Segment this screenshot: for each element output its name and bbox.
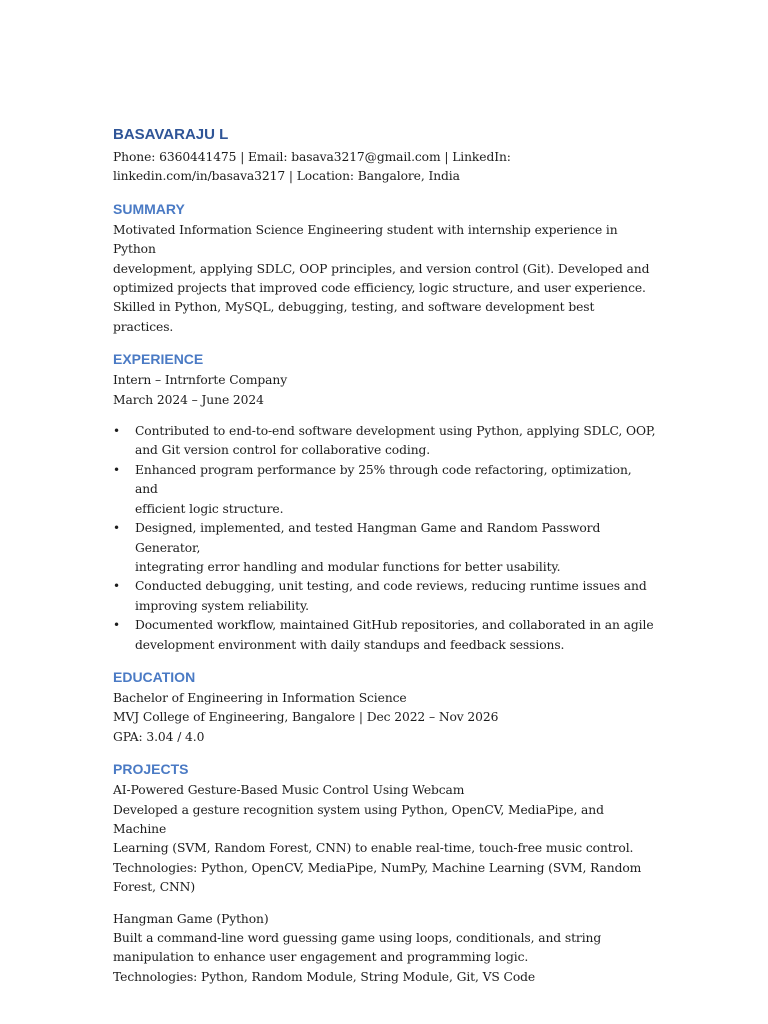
bullet-icon: • xyxy=(113,462,120,477)
bullet-line: Designed, implemented, and tested Hangman Game and Random Password Generator, xyxy=(135,521,601,555)
bullet-line: improving system reliability. xyxy=(135,598,309,613)
bullet-line: Conducted debugging, unit testing, and code reviews, reducing runtime issues and xyxy=(135,579,647,594)
education-heading: EDUCATION xyxy=(113,668,196,685)
project-entry xyxy=(113,910,658,988)
bullet-line: integrating error handling and modular functions for better usability. xyxy=(135,559,561,574)
bullet-icon: • xyxy=(113,618,120,633)
project-line: Developed a gesture recognition system using Python, OpenCV, MediaPipe, and Machine xyxy=(113,802,604,836)
experience-bullet xyxy=(113,616,658,655)
project-line: Technologies: Python, Random Module, String Module, Git, VS Code xyxy=(113,969,536,984)
summary-heading: SUMMARY xyxy=(113,200,185,217)
project-entry xyxy=(113,781,658,897)
bullet-line: Enhanced program performance by 25% through code refactoring, optimization, and xyxy=(135,462,632,497)
project-line: Technologies: Python, OpenCV, MediaPipe, NumPy, Machine Learning (SVM, Random xyxy=(113,860,642,875)
education-gpa: GPA: 3.04 / 4.0 xyxy=(113,729,205,744)
experience-bullet xyxy=(113,577,658,616)
project-line: manipulation to enhance user engagement and programming logic. xyxy=(113,950,529,965)
summary-line: Motivated Information Science Engineering student with internship experience in Python xyxy=(113,222,618,257)
experience-heading: EXPERIENCE xyxy=(113,351,204,368)
summary-line: optimized projects that improved code efficiency, logic structure, and user experience. xyxy=(113,281,646,296)
bullet-line: efficient logic structure. xyxy=(135,501,284,516)
experience-role: Intern – Intrnforte Company xyxy=(113,373,288,388)
project-line: Learning (SVM, Random Forest, CNN) to enable real-time, touch-free music control. xyxy=(113,841,634,856)
experience-bullet xyxy=(113,519,658,577)
experience-bullet xyxy=(113,422,658,461)
candidate-name: BASAVARAJU L xyxy=(113,126,229,143)
summary-line: Skilled in Python, MySQL, debugging, testing, and software development best practices. xyxy=(113,300,595,334)
bullet-line: Contributed to end-to-end software development using Python, applying SDLC, OOP, xyxy=(135,424,656,439)
bullet-icon: • xyxy=(113,579,120,594)
bullet-line: and Git version control for collaborative coding. xyxy=(135,443,431,458)
bullet-line: development environment with daily standups and feedback sessions. xyxy=(135,637,565,652)
summary-line: development, applying SDLC, OOP principles, and version control (Git). Developed and xyxy=(113,261,650,276)
summary-text xyxy=(113,221,658,337)
bullet-icon: • xyxy=(113,424,120,439)
contact-line-2: linkedin.com/in/basava3217 | Location: Bangalore, India xyxy=(113,169,460,184)
contact-line-1: Phone: 6360441475 | Email: basava3217@gmail.com | LinkedIn: xyxy=(113,150,511,164)
bullet-line: Documented workflow, maintained GitHub repositories, and collaborated in an agile xyxy=(135,618,654,633)
project-title: AI-Powered Gesture-Based Music Control Using Webcam xyxy=(113,783,465,798)
project-line: Built a command-line word guessing game using loops, conditionals, and string xyxy=(113,931,602,945)
project-title: Hangman Game (Python) xyxy=(113,911,269,926)
projects-heading: PROJECTS xyxy=(113,761,189,778)
education-college: MVJ College of Engineering, Bangalore | Dec 2022 – Nov 2026 xyxy=(113,710,499,725)
bullet-icon: • xyxy=(113,521,120,536)
experience-bullet-list xyxy=(113,422,658,655)
resume-page xyxy=(113,124,658,987)
project-line: Forest, CNN) xyxy=(113,880,196,895)
education-degree: Bachelor of Engineering in Information Science xyxy=(113,690,407,705)
experience-bullet xyxy=(113,461,658,519)
experience-dates: March 2024 – June 2024 xyxy=(113,392,264,407)
